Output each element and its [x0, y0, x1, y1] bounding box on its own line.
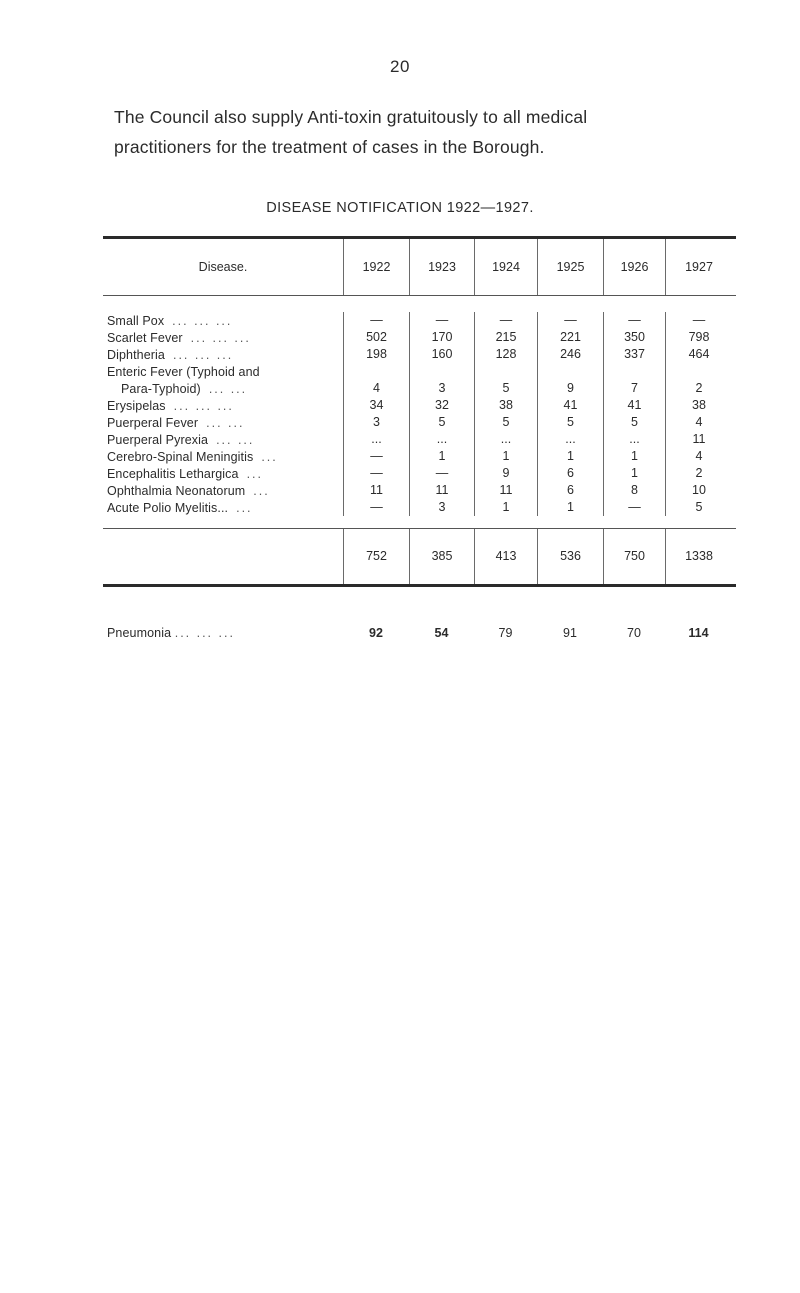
pneumonia-cell: 70: [627, 626, 641, 640]
header-year: 1925: [537, 239, 603, 295]
value-cell: 4: [665, 414, 732, 431]
value-cell: 38: [474, 397, 537, 414]
disease-name: Acute Polio Myelitis...: [107, 500, 229, 515]
value-cell: 3: [409, 380, 474, 397]
value-cell: 502: [343, 329, 409, 346]
leader-dots: ... ... ...: [172, 313, 233, 328]
value-cell: —: [603, 499, 665, 516]
value-cell: 6: [537, 482, 603, 499]
value-cell: 11: [474, 482, 537, 499]
leader-dots: ... ... ...: [190, 330, 251, 345]
disease-name-cell: [103, 382, 343, 396]
value-cell: 9: [474, 465, 537, 482]
total-cell: 536: [537, 529, 603, 584]
value-cell: 1: [537, 499, 603, 516]
pneumonia-name: Pneumonia: [107, 626, 172, 640]
table-row: [103, 312, 736, 329]
value-cell: 11: [409, 482, 474, 499]
header-year: 1924: [474, 239, 537, 295]
value-cell: [474, 363, 537, 380]
disease-name: Puerperal Fever: [107, 415, 199, 430]
value-cell: 1: [409, 448, 474, 465]
value-cell: 11: [343, 482, 409, 499]
value-cell: —: [343, 312, 409, 329]
leader-dots: ... ... ...: [172, 347, 234, 362]
disease-name: Small Pox: [107, 313, 165, 328]
value-cell: ...: [537, 431, 603, 448]
value-cell: —: [474, 312, 537, 329]
table-row: [103, 465, 736, 482]
value-cell: 1: [603, 465, 665, 482]
disease-name: Cerebro-Spinal Meningitis: [107, 449, 254, 464]
pneumonia-dots: ... ... ...: [174, 626, 235, 640]
table-title: DISEASE NOTIFICATION 1922—1927.: [266, 200, 534, 216]
value-cell: —: [603, 312, 665, 329]
value-cell: 170: [409, 329, 474, 346]
total-cell: 385: [409, 529, 474, 584]
value-cell: 337: [603, 346, 665, 363]
table-row: [103, 397, 736, 414]
total-cell: 750: [603, 529, 665, 584]
header-year: 1923: [409, 239, 474, 295]
value-cell: 5: [603, 414, 665, 431]
value-cell: 4: [665, 448, 732, 465]
intro-line-1: The Council also supply Anti-toxin gratuitously to all medical: [114, 107, 588, 127]
value-cell: 10: [665, 482, 732, 499]
disease-name-cell: [103, 416, 343, 430]
value-cell: 5: [537, 414, 603, 431]
disease-name: Diphtheria: [107, 347, 165, 362]
pneumonia-cell: 92: [369, 626, 383, 640]
leader-dots: ...: [236, 500, 253, 515]
disease-name: Puerperal Pyrexia: [107, 432, 209, 447]
value-cell: —: [665, 312, 732, 329]
table-body: [103, 296, 736, 528]
pneumonia-cell: 54: [434, 626, 449, 640]
leader-dots: ... ... ...: [173, 398, 234, 413]
pneumonia-row: [103, 626, 736, 640]
disease-name-cell: [103, 433, 343, 447]
pneumonia-cell: 114: [688, 626, 709, 640]
value-cell: —: [537, 312, 603, 329]
disease-name: Para-Typhoid): [121, 381, 201, 396]
table-row: [103, 499, 736, 516]
header-year: 1926: [603, 239, 665, 295]
table-row: [103, 431, 736, 448]
leader-dots: ...: [246, 466, 263, 481]
value-cell: ...: [603, 431, 665, 448]
leader-dots: ... ...: [216, 432, 255, 447]
leader-dots: ...: [261, 449, 278, 464]
value-cell: 9: [537, 380, 603, 397]
value-cell: 3: [409, 499, 474, 516]
total-cell: 1338: [665, 529, 732, 584]
value-cell: 1: [474, 499, 537, 516]
value-cell: 5: [474, 380, 537, 397]
value-cell: 128: [474, 346, 537, 363]
value-cell: 6: [537, 465, 603, 482]
value-cell: 2: [665, 380, 732, 397]
table-row: [103, 363, 736, 380]
pneumonia-cell: 91: [563, 626, 577, 640]
value-cell: —: [343, 499, 409, 516]
value-cell: 38: [665, 397, 732, 414]
header-disease-label: Disease.: [198, 260, 248, 274]
disease-name-cell: [103, 331, 343, 345]
disease-name: Encephalitis Lethargica: [107, 466, 239, 481]
value-cell: 246: [537, 346, 603, 363]
disease-name-cell: [103, 450, 343, 464]
header-year: 1927: [665, 239, 732, 295]
disease-name: Scarlet Fever: [107, 330, 183, 345]
pneumonia-label: [103, 626, 343, 640]
table-row: [103, 380, 736, 397]
value-cell: ...: [343, 431, 409, 448]
disease-name: Erysipelas: [107, 398, 166, 413]
value-cell: 1: [603, 448, 665, 465]
value-cell: 11: [665, 431, 732, 448]
value-cell: 2: [665, 465, 732, 482]
value-cell: 34: [343, 397, 409, 414]
table-row: [103, 414, 736, 431]
value-cell: ...: [474, 431, 537, 448]
disease-name-cell: [103, 501, 343, 515]
value-cell: —: [409, 312, 474, 329]
total-cell: 413: [474, 529, 537, 584]
page-number: 20: [390, 57, 410, 76]
disease-name-cell: [103, 314, 343, 328]
leader-dots: ...: [253, 483, 270, 498]
value-cell: ...: [409, 431, 474, 448]
disease-name-cell: [103, 348, 343, 362]
table-row: [103, 346, 736, 363]
value-cell: 5: [665, 499, 732, 516]
value-cell: 32: [409, 397, 474, 414]
disease-name-cell: [103, 484, 343, 498]
value-cell: 5: [409, 414, 474, 431]
value-cell: 4: [343, 380, 409, 397]
value-cell: [603, 363, 665, 380]
table-header-row: [103, 239, 736, 295]
disease-name: Ophthalmia Neonatorum: [107, 483, 246, 498]
table-bottom-rule: [103, 584, 736, 587]
value-cell: 3: [343, 414, 409, 431]
value-cell: 41: [603, 397, 665, 414]
value-cell: —: [343, 465, 409, 482]
table-row: [103, 482, 736, 499]
value-cell: [343, 363, 409, 380]
intro-paragraph: [114, 102, 754, 162]
value-cell: [409, 363, 474, 380]
value-cell: [665, 363, 732, 380]
value-cell: 1: [474, 448, 537, 465]
value-cell: 221: [537, 329, 603, 346]
value-cell: 215: [474, 329, 537, 346]
intro-line-2: practitioners for the treatment of cases in the Borough.: [114, 137, 545, 157]
value-cell: 350: [603, 329, 665, 346]
totals-row: [103, 529, 736, 584]
disease-name-cell: [103, 399, 343, 413]
total-cell: 752: [343, 529, 409, 584]
value-cell: 160: [409, 346, 474, 363]
value-cell: [537, 363, 603, 380]
value-cell: 1: [537, 448, 603, 465]
disease-name-cell: [103, 467, 343, 481]
value-cell: —: [409, 465, 474, 482]
value-cell: 464: [665, 346, 732, 363]
table-row: [103, 448, 736, 465]
value-cell: 41: [537, 397, 603, 414]
value-cell: 198: [343, 346, 409, 363]
value-cell: 5: [474, 414, 537, 431]
header-year: 1922: [343, 239, 409, 295]
value-cell: 798: [665, 329, 732, 346]
value-cell: 8: [603, 482, 665, 499]
table-row: [103, 329, 736, 346]
value-cell: —: [343, 448, 409, 465]
disease-notification-table: [103, 236, 736, 587]
totals-label-cell: [103, 529, 343, 584]
leader-dots: ... ...: [208, 381, 248, 396]
leader-dots: ... ...: [206, 415, 245, 430]
value-cell: 7: [603, 380, 665, 397]
pneumonia-cell: 79: [498, 626, 513, 640]
disease-name: Enteric Fever (Typhoid and: [107, 364, 260, 379]
disease-name-cell: [103, 365, 343, 379]
